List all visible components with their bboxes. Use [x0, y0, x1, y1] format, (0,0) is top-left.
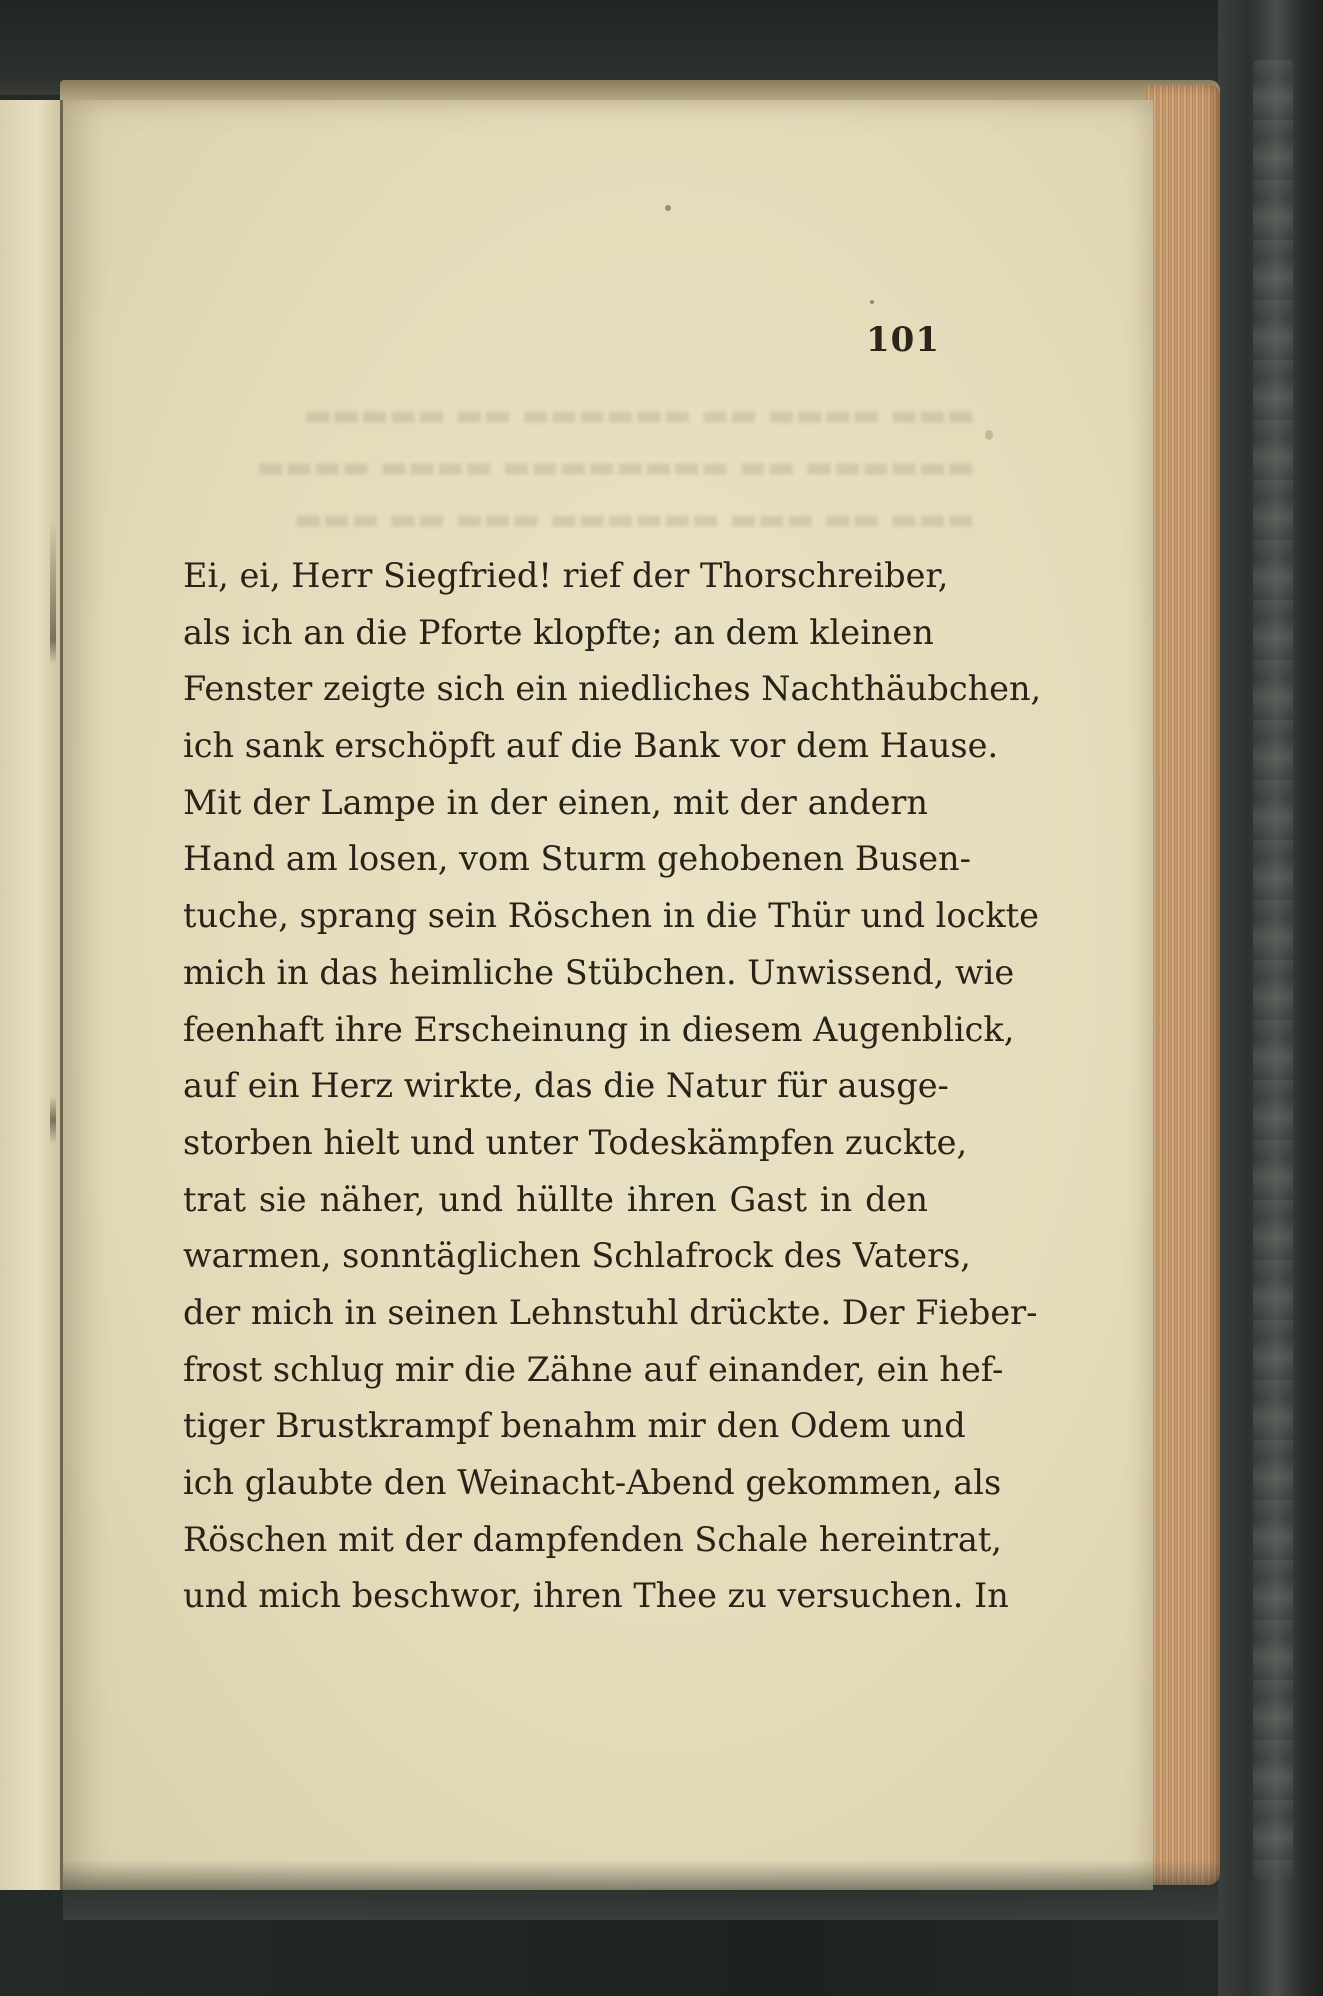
show-through-ghost: ▬▬▬ ▬▬▬▬ ▬▬ ▬▬▬▬▬▬ ▬▬ ▬▬▬▬▬ ▬▬▬▬▬▬ ▬▬ ▬▬▬▬▬▬▬▬ ▬▬▬▬ ▬▬▬▬ ▬▬▬ ▬▬ ▬▬▬ ▬▬▬▬▬▬ ▬▬▬ ▬▬ ▬▬▬ [256, 398, 975, 537]
text-line: Röschen mit der dampfenden Schale hereintrat, [183, 1519, 1002, 1559]
text-line: Ei, ei, Herr Siegfried! rief der Thorschreiber, [183, 556, 949, 595]
text-line: Mit der Lampe in der einen, mit der andern [183, 782, 928, 822]
text-line: Fenster zeigte sich ein niedliches Nachthäubchen, [183, 669, 1042, 709]
text-line: tuche, sprang sein Röschen in die Thür und lockte [183, 896, 1039, 936]
page-edges-side [1145, 85, 1220, 1885]
facing-page-marks [50, 520, 56, 1720]
text-line: tiger Brustkrampf benahm mir den Odem und [183, 1406, 966, 1446]
page-edges-top [60, 80, 1220, 102]
text-line: als ich an die Pforte klopfte; an dem kleinen [183, 612, 934, 652]
page-bottom-shadow [63, 1860, 1223, 1920]
binding-wear [1253, 60, 1293, 1880]
text-line: trat sie näher, und hüllte ihren Gast in den [183, 1179, 928, 1219]
text-line: auf ein Herz wirkte, das die Natur für ausge- [183, 1066, 949, 1106]
paper-speck [665, 205, 671, 211]
text-line: der mich in seinen Lehnstuhl drückte. Der Fieber- [183, 1292, 1038, 1332]
text-line: mich in das heimliche Stübchen. Unwissend, wie [183, 952, 1015, 992]
text-line: storben hielt und unter Todeskämpfen zuckte, [183, 1122, 968, 1162]
paper-speck [985, 430, 993, 440]
text-line: und mich beschwor, ihren Thee zu versuchen. In [183, 1576, 1009, 1616]
text-line: warmen, sonntäglichen Schlafrock des Vaters, [183, 1236, 971, 1276]
text-line: feenhaft ihre Erscheinung in diesem Augenblick, [183, 1009, 1015, 1049]
book-binding [1218, 0, 1323, 1996]
text-line: frost schlug mir die Zähne auf einander, ein hef- [183, 1349, 1004, 1389]
page-text [183, 548, 1042, 1625]
text-line: ich glaubte den Weinacht-Abend gekommen, als [183, 1463, 1002, 1502]
text-line: ich sank erschöpft auf die Bank vor dem Hause. [183, 726, 999, 766]
text-line: Hand am losen, vom Sturm gehobenen Busen- [183, 839, 971, 879]
page-number: 101 [866, 320, 940, 360]
paper-speck [870, 300, 874, 304]
